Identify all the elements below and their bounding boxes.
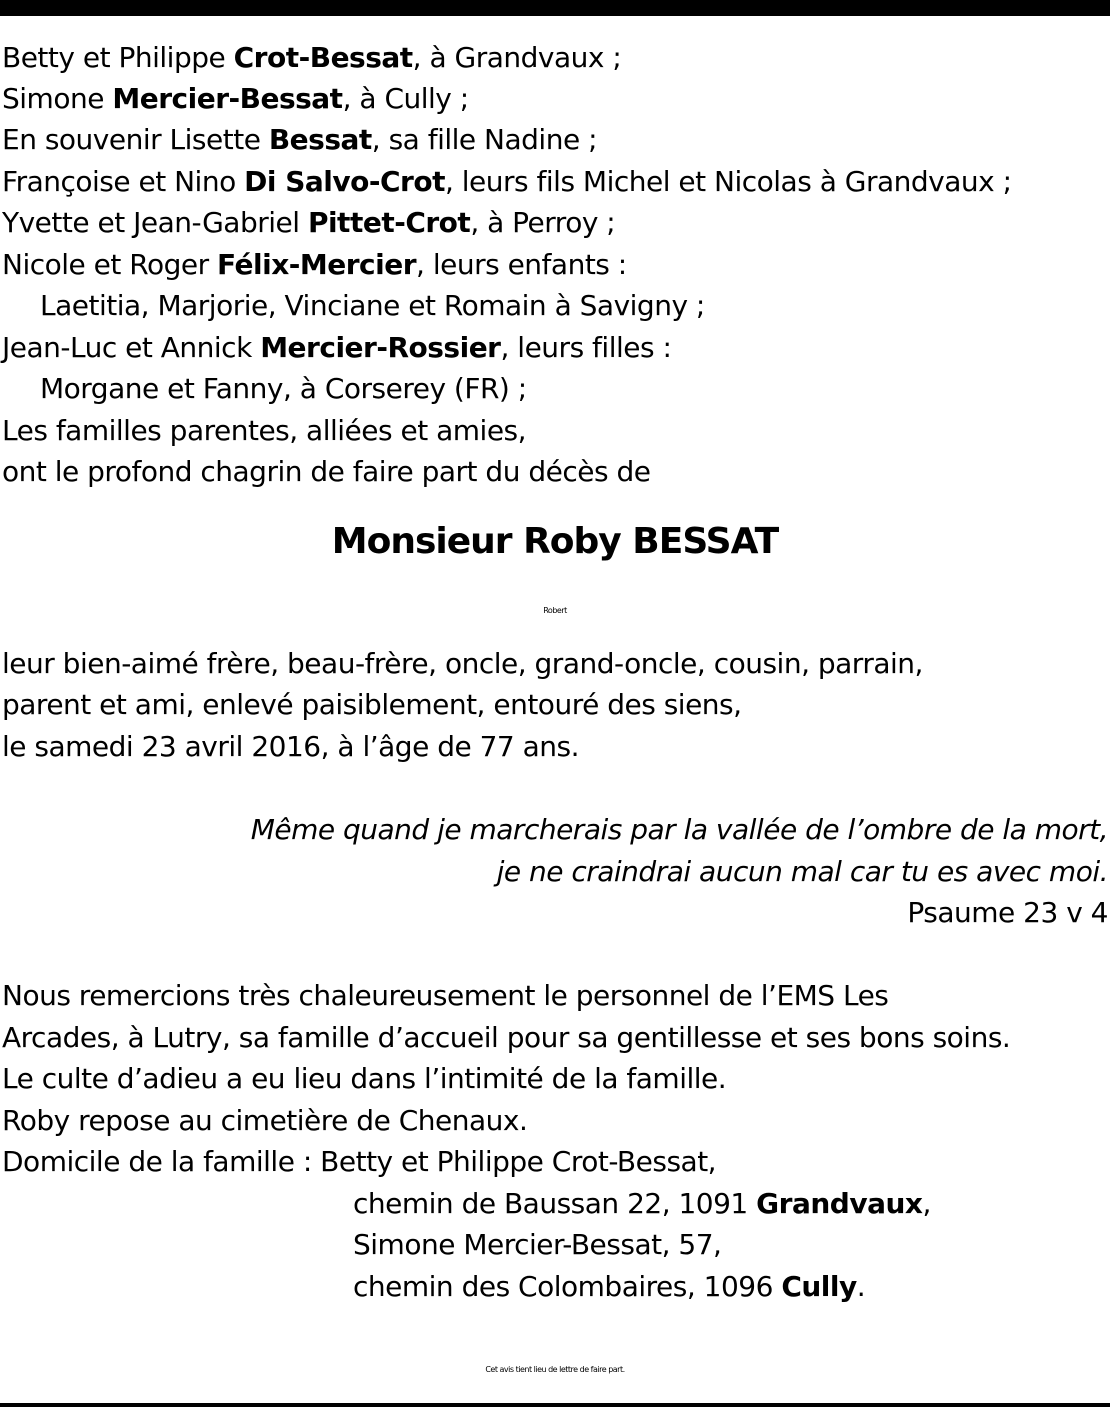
city-name: Cully: [781, 1270, 857, 1303]
quote-line-2: je ne craindrai aucun mal car tu es avec moi.: [496, 855, 1108, 888]
thanks-line-3: Le culte d’adieu a eu lieu dans l’intimité de la famille.: [2, 1062, 727, 1095]
footer-note: Cet avis tient lieu de lettre de faire part.: [485, 1365, 625, 1374]
deceased-name: Monsieur Roby BESSAT: [331, 521, 779, 562]
family-line-7: Laetitia, Marjorie, Vinciane et Romain à Savigny ;: [40, 289, 705, 322]
family-line-1: Betty et Philippe Crot-Bessat, à Grandvaux ;: [2, 41, 622, 74]
description-line-1: leur bien-aimé frère, beau-frère, oncle, grand-oncle, cousin, parrain,: [2, 647, 923, 680]
city-name: Grandvaux: [756, 1187, 923, 1220]
domicile-label: Domicile de la famille : Betty et Philippe Crot-Bessat,: [2, 1145, 717, 1178]
family-line-2: Simone Mercier-Bessat, à Cully ;: [2, 82, 469, 115]
family-name: Mercier-Bessat: [112, 82, 343, 115]
top-rule: [0, 0, 1110, 16]
deceased-first-name: Robert: [543, 606, 567, 615]
domicile-address-3: chemin des Colombaires, 1096 Cully.: [353, 1270, 866, 1303]
family-name: Félix-Mercier: [217, 248, 417, 281]
family-name: Crot-Bessat: [233, 41, 413, 74]
announcement-line: ont le profond chagrin de faire part du décès de: [2, 455, 651, 488]
thanks-line-4: Roby repose au cimetière de Chenaux.: [2, 1104, 528, 1137]
thanks-line-2: Arcades, à Lutry, sa famille d’accueil pour sa gentillesse et ses bons soins.: [2, 1021, 1011, 1054]
family-line-8: Jean-Luc et Annick Mercier-Rossier, leurs filles :: [2, 331, 672, 364]
family-line-9: Morgane et Fanny, à Corserey (FR) ;: [40, 372, 527, 405]
family-name: Di Salvo-Crot: [244, 165, 445, 198]
description-line-2: parent et ami, enlevé paisiblement, entouré des siens,: [2, 688, 742, 721]
thanks-line-1: Nous remercions très chaleureusement le personnel de l’EMS Les: [2, 979, 889, 1012]
family-line-3: En souvenir Lisette Bessat, sa fille Nadine ;: [2, 123, 598, 156]
family-name: Bessat: [268, 123, 372, 156]
bottom-rule: [0, 1403, 1110, 1407]
domicile-address-1: chemin de Baussan 22, 1091 Grandvaux,: [353, 1187, 931, 1220]
family-line-5: Yvette et Jean-Gabriel Pittet-Crot, à Perroy ;: [2, 206, 616, 239]
description-line-3: le samedi 23 avril 2016, à l’âge de 77 ans.: [2, 730, 580, 763]
quote-line-1: Même quand je marcherais par la vallée de l’ombre de la mort,: [250, 813, 1108, 846]
quote-source: Psaume 23 v 4: [907, 896, 1108, 929]
family-name: Pittet-Crot: [307, 206, 471, 239]
family-line-4: Françoise et Nino Di Salvo-Crot, leurs fils Michel et Nicolas à Grandvaux ;: [2, 165, 1012, 198]
family-line-6: Nicole et Roger Félix-Mercier, leurs enfants :: [2, 248, 627, 281]
family-line-10: Les familles parentes, alliées et amies,: [2, 414, 527, 447]
family-name: Mercier-Rossier: [260, 331, 501, 364]
domicile-address-2: Simone Mercier-Bessat, 57,: [353, 1228, 722, 1261]
